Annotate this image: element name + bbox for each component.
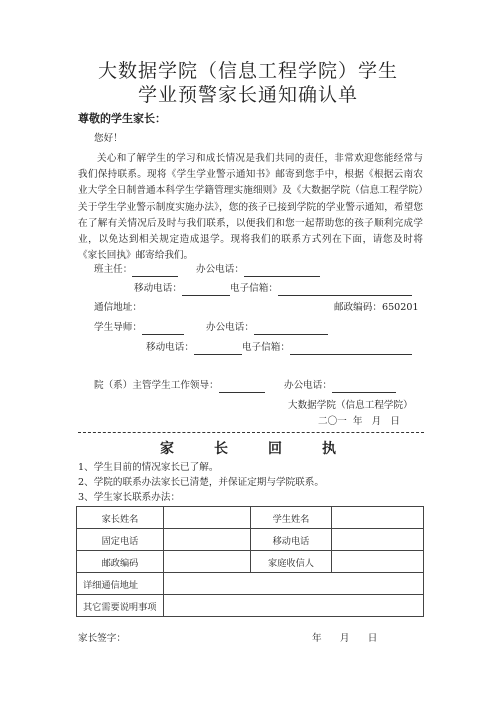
parent-name-field[interactable] — [164, 507, 251, 529]
mobile-phone2-blank — [194, 343, 242, 355]
mentor-line — [94, 321, 184, 335]
postcode-field[interactable] — [164, 551, 251, 573]
table-row — [77, 573, 424, 595]
head-teacher-label: 班主任： — [94, 264, 133, 275]
mentor-blank — [142, 323, 184, 335]
leader-label: 院（系）主管学生工作领导： — [94, 380, 219, 391]
office-phone2-blank — [254, 323, 328, 335]
office-phone2-line — [206, 321, 328, 335]
salutation: 尊敬的学生家长： — [78, 112, 166, 125]
notes-label: 其它需要说明事项 — [77, 595, 164, 617]
parent-signature-label: 家长签字： — [78, 633, 126, 644]
greeting: 您好！ — [94, 133, 123, 144]
office-phone3-blank — [332, 381, 396, 393]
receipt-item-1: 1、学生目前的情况家长已了解。 — [78, 462, 219, 473]
address-field[interactable] — [164, 573, 424, 595]
body-paragraph: 关心和了解学生的学习和成长情况是我们共同的责任，非常欢迎您能经常与我们保持联系。现将《学生学业警示通知书》邮寄到您手中，根据《根据云南农业大学全日制普通本科学生学籍管理实施细则》及《大数据学院（信息工程学院）关于学生学业警示制度实施办法》，您的孩子已接到学院的学业警示通知，希望您在了解有关情况后及时与我们联系，以便我们和您一起帮助您的孩子顺利完成学业，以免达到相关规定造成退学。现将我们的联系方式列在下面，请您及时将《家长回执》邮寄给我们。 — [78, 153, 423, 262]
email-blank — [278, 284, 412, 296]
landline-label: 固定电话 — [77, 529, 164, 551]
mobile-phone-line — [134, 282, 412, 296]
mobile-phone2-line — [146, 341, 412, 355]
table-row — [77, 595, 424, 617]
table-row — [77, 551, 424, 573]
table-row — [77, 529, 424, 551]
postcode-table-label: 邮政编码 — [77, 551, 164, 573]
student-name-field[interactable] — [332, 507, 424, 529]
landline-field[interactable] — [164, 529, 251, 551]
parent-name-label: 家长姓名 — [77, 507, 164, 529]
recipient-field[interactable] — [332, 551, 424, 573]
table-row — [77, 507, 424, 529]
office-phone-label: 办公电话： — [196, 264, 244, 275]
email-label: 电子信箱： — [229, 283, 278, 294]
contact-table — [76, 506, 424, 617]
leader-blank — [219, 381, 265, 393]
mobile-phone2-label: 移动电话： — [146, 342, 194, 353]
receipt-item-2: 2、学院的联系办法家长已清楚，并保证定期与学院联系。 — [78, 477, 324, 488]
email2-blank — [290, 343, 412, 355]
leader-line — [94, 379, 265, 393]
office-phone3-label: 办公电话： — [284, 380, 332, 391]
title-line-1: 大数据学院（信息工程学院）学生 — [97, 60, 398, 82]
head-teacher-blank — [132, 265, 178, 277]
postcode-label: 邮政编码：650201 — [334, 302, 419, 313]
office-phone-line — [196, 263, 320, 277]
office-phone3-line — [284, 379, 396, 393]
mobile-phone-blank — [182, 284, 230, 296]
student-name-label: 学生姓名 — [251, 507, 332, 529]
mobile-label: 移动电话 — [251, 529, 332, 551]
receipt-title: 家长回执 — [160, 441, 376, 457]
receipt-item-3: 3、学生家长联系办法： — [78, 492, 181, 503]
notes-field[interactable] — [164, 595, 424, 617]
cut-line — [78, 432, 424, 433]
office-phone2-label: 办公电话： — [206, 322, 254, 333]
address-table-label: 详细通信地址 — [77, 573, 164, 595]
signature-org: 大数据学院（信息工程学院） — [288, 400, 413, 411]
mobile-phone-label: 移动电话： — [134, 283, 182, 294]
head-teacher-line — [94, 263, 178, 277]
mobile-field[interactable] — [332, 529, 424, 551]
mentor-label: 学生导师： — [94, 322, 142, 333]
address-label: 通信地址： — [94, 302, 142, 313]
title-line-2: 学业预警家长通知确认单 — [137, 84, 358, 106]
sign-date: 年 月 日 — [312, 633, 378, 644]
recipient-label: 家庭收信人 — [251, 551, 332, 573]
office-phone-blank — [244, 265, 320, 277]
signature-date: 二〇一 年 月 日 — [318, 416, 400, 427]
email2-label: 电子信箱： — [241, 342, 290, 353]
